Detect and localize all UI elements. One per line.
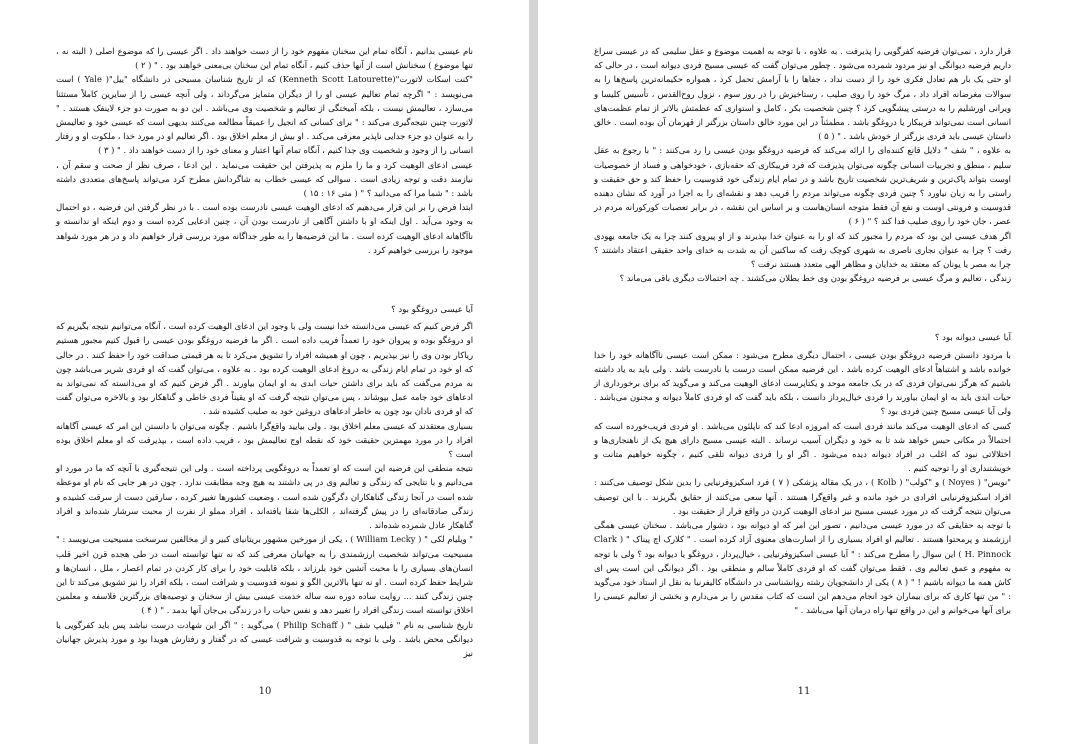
page-number: 11	[797, 686, 811, 697]
paragraph: نتیجه منطقی این فرضیه این است که او تعمداً به دروغگویی پرداخته است . ولی این نتیجه‌گیری با آنچه که ما در مورد او می‌دانیم و با نتایجی که زندگی و تعالیم وی در پی داشتند به هیچ وجه مطابقت ندارد . چون در هر جایی که نام او موعظه شده است در آنجا زندگی گناهکاران دگرگون شده است ، وضعیت کشورها تغییر کرده ، سارقین دست از سرقت کشیده و زندگی صادقانه‌ای را در پیش گرفته‌اند ، الکلی‌ها شفا یافته‌اند ، افراد مملو از نفرت از محبت سرشار شده‌اند و افراد گناهکار عادل شمرده شده‌اند .	[56, 463, 473, 531]
paragraph: عیسی ادعای الوهیت کرد و ما را ملزم به پذیرفتن این حقیقت می‌نماید . این ادعا ، صرف نظر از صحت و سقم آن ، نیازمند دقت و توجه زیادی است . سوالی که عیسی خطاب به شاگردانش مطرح کرد می‌تواند پاسخ‌های متعددی داشته باشد : " شما مرا که می‌دانید ؟ " ( متی ۱۶ : ۱۵ )	[56, 159, 473, 199]
paragraph: قرار دارد ، نمی‌توان فرضیه کفرگویی را پذیرفت . به علاوه ، با توجه به اهمیت موضوع و عقل سلیمی که در عیسی سراغ داریم فرضیه دیوانگی او نیز مردود شمرده می‌شود . چطور می‌توان گفت که عیسی مسیح فردی دیوانه است ، در حالی که او حتی یک بار هم تعادل فکری خود را از دست نداد ، جفاها را با آرامش تحمل کرد ، همواره حکیمانه‌ترین پاسخ‌ها را به سوالات مغرضانه افراد داد ، مرگ خود را روی صلیب ، رستاخیزش را در روز سوم ، نزول روح‌القدس ، تأسیس کلیسا و ویرانی اورشلیم را به درستی پیشگویی کرد ؟ چنین شخصیت بکر ، کامل و استواری که عظمتش بالاتر از تمام عظمت‌های انسانی است نمی‌تواند فریبکار یا دروغگو باشد . مطمئناً در این مورد خالق داستان بزرگتر از قهرمان آن بوده است . خالق داستان عیسی باید فردی بزرگتر از خودش باشد . " ( ۵ )	[594, 46, 1011, 142]
paragraph: "کنت اسکات لاتورت"(Kenneth Scott Latourette) که از تاریخ شناسان مسیحی در دانشگاه "ییل"( Yale ) است می‌نویسد : " اگرچه تمام تعالیم عیسی او را از دیگران متمایز می‌گرداند ، ولی آنچه عیسی را از سایرین کاملاً مستثنا می‌سازد ، تعالیمش نیست ، بلکه آمیختگی از تعالیم و شخصیت وی می‌باشد . این دو به صورت دو جزء لاینفک هستند . " لاتورت چنین نتیجه‌گیری می‌کند : " برای کسانی که انجیل را عمیقاً مطالعه می‌کنند بدیهی است که عیسی خود و تعالیمش را به عنوان دو جزء جدایی ناپذیر معرفی می‌کند . او بیش از معلم اخلاق بود . اگر تعالیم او در مورد خدا ، ملکوت او و رفتار انسانی را از وجود و شخصیت وی جدا کنیم ، آنگاه تمام آنها اعتبار و معنای خود را از دست خواهند داد . " ( ۳ )	[56, 74, 474, 156]
paragraph: تاریخ شناسی به نام " فیلیپ شف " ( Philip Schaff ) می‌گوید : " اگر این شهادت درست نباشد پس باید کفرگویی یا دیوانگی محض باشد . ولی با توجه به قدوسیت و شرافت عیسی که در گفتار و رفتارش هویدا بود و مورد پذیرش جهانیان نیز	[56, 619, 473, 658]
paragraph: نام عیسی بدانیم ، آنگاه تمام این سخنان مفهوم خود را از دست خواهند داد . اگر عیسی را که موضوع اصلی ( البته نه ، تنها موضوع ) سخنانش است از آنها حذف کنیم ، آنگاه تمام این سخنان بی‌معنی خواهند بود . " ( ۲ )	[56, 46, 473, 71]
paragraph: زندگی ، تعالیم و مرگ عیسی بر فرضیه دروغگو بودن وی خط بطلان می‌کشند . چه احتمالات دیگری باقی می‌ماند ؟	[619, 273, 1011, 284]
paragraph: ابتدا فرض را بر این قرار می‌دهیم که ادعای الوهیت عیسی نادرست بوده است . با در نظر گرفتن این فرضیه ، دو احتمال به وجود می‌آید . اول اینکه او با داشتن آگاهی از نادرست بودن آن ، چنین ادعایی کرده است و دوم اینکه او ندانسته و ناآگاهانه ادعای الوهیت کرده است . ما این فرضیه‌ها را به طور جداگانه مورد بررسی قرار خواهیم داد و در هر مورد شواهد موجود را بررسی خواهیم کرد .	[56, 202, 473, 255]
paragraph: با توجه به حقایقی که در مورد عیسی می‌دانیم ، تصور این امر که او دیوانه بود ، دشوار می‌باشد . سخنان عیسی همگی ارزشمند و پرمحتوا هستند . تعالیم او افراد بسیاری را از اسارت‌های معنوی آزاد کرده است . " کلارک اچ پیناک " ( Clark H. Pinnock ) این سوال را مطرح می‌کند : " آیا عیسی اسکیزوفرنیایی ، خیال‌پرداز ، دروغگو یا دیوانه بود ؟ ولی با توجه به مفهوم و عمق تعالیم وی ، فقط می‌توان گفت که او فردی کاملاً سالم و منطقی بود . اگر دیوانگی این است پس ای کاش همه ما دیوانه باشیم ! " ( ۸ ) یکی از دانشجویان رشته روانشناسی در دانشگاه کالیفرنیا به نقل از استاد خود می‌گوید : " من تنها کاری که برای بیماران خود انجام می‌دهم این است که کتاب مقدس را بر می‌دارم و بخشی از تعالیم عیسی را برای آنها می‌خوانم و این در واقع تنها راه درمان آنها می‌باشد . "	[594, 520, 1011, 616]
paragraph: اگر هدف عیسی این بود که مردم را مجبور کند که او را به عنوان خدا بپذیرند و از او پیروی کنند چرا به یک جامعه یهودی رفت ؟ چرا به عنوان نجاری ناصری به شهری کوچک رفت که ساکنین آن به شدت به خدای واحد حقیقی اعتقاد داشتند ؟ چرا به مصر یا یونان که معتقد به خدایان و مظاهر الهی متعدد هستند نرفت ؟	[594, 230, 1011, 270]
paragraph: بسیاری معتقدند که عیسی معلم اخلاق بود . ولی بیایید واقع‌گرا باشیم . چگونه می‌توان با دانستن این امر که عیسی آگاهانه افراد را در مورد مهمترین حقیقت خود که نقطه اوج تعالیمش بود ، فریب داده است ، بپذیرفت که او معلم اخلاق بوده است ؟	[56, 420, 473, 460]
page-number: 10	[258, 686, 272, 697]
section-heading: آیا عیسی دیوانه بود ؟	[934, 333, 1011, 344]
right-page	[538, 0, 1067, 744]
paragraph: به علاوه ، " شف " دلایل قانع کننده‌ای را ارائه می‌کند که فرضیه دروغگو بودن عیسی را رد می‌کنند : " با رجوع به عقل سلیم ، منطق و تجربیات انسانی چگونه می‌توان پذیرفت که فرد فریبکاری که حقه‌بازی ، خودخواهی و فساد از خصوصیات اوست بتواند پاک‌ترین و شریف‌ترین شخصیت تاریخ باشد و در تمام ایام زندگی خود قدوسیت را حفظ کند و حق حقیقت و راستی را به زبان نیاورد ؟ چنین فردی چگونه می‌تواند مردم را فریب دهد و نقشه‌ای را به اجرا در آورد که نشان دهنده قدوسیت و فرونتی اوست و نفع آن فقط متوجه انسان‌هاست و بر اساس این نقشه ، در برابر تعصبات کورکورانه مردم در عصر ، جان خود را روی صلیب فدا کند ؟ " ( ۶ )	[594, 145, 1011, 227]
left-page-text	[56, 44, 473, 660]
right-page-text	[594, 44, 1011, 618]
paragraph: "نویس" ( Noyes ) و "کولب" ( Kolb ) ، در یک مقاله پزشکی ( ۷ ) فرد اسکیزوفرنیایی را بدین شکل توصیف می‌کنند : افراد اسکیزوفرنیایی افرادی در خود مانده و غیر واقع‌گرا هستند . آنها سعی می‌کنند از حقایق بگریزند . با این توصیف می‌توان نتیجه گرفت که در مورد عیسی مسیح نیز ادعای الوهیت کردن در واقع فرار از حقیقت بود .	[594, 477, 1011, 516]
paragraph: " ویلیام لکی " ( William Lecky ) ، یکی از مورخین مشهور بریتانیای کبیر و از مخالفین سرسخت مسیحیت می‌نویسد : " مسیحیت می‌تواند شخصیت ارزشمندی را به جهانیان معرفی کند که نه تنها توانسته است در طی هجده قرن اخیر قلب انسان‌های بسیاری را با محبت آتشین خود بلرزاند ، بلکه قابلیت خود را برای کار کردن در تمام اعصار ، ملل ، انسان‌ها و شرایط حفظ کرده است . او نه تنها بالاترین الگو و نمونه قدوسیت و شرافت است ، بلکه افراد را نیز تشویق می‌کند تا این چنین زندگی کنند ... روایت ساده دوره سه ساله خدمت عیسی بیش از سخنان و توصیه‌های بزرگترین فلاسفه و معلمین اخلاق توانسته است زندگی افراد را تغییر دهد و نفس حیات را در زندگی بی‌جان آنها بدمد . " ( ۴ )	[56, 534, 473, 616]
paragraph: اگر فرض کنیم که عیسی می‌دانسته خدا نیست ولی با وجود این ادعای الوهیت کرده است ، آنگاه می‌توانیم نتیجه بگیریم که او دروغگو بوده و پیروان خود را تعمداً فریب داده است . اگر ما فرضیه دروغگو بودن عیسی را قبول کنیم مجبور هستیم ریاکار بودن وی را نیز بپذیریم ، چون او همیشه افراد را تشویق می‌کرد تا به هر قیمتی صداقت خود را حفظ کنند . در حالی که او خود در تمام ایام زندگی به دروغ ادعای الوهیت کرده بود . به علاوه ، می‌توان گفت که او فردی شریر می‌باشد چون به مردم می‌گفت که باید برای داشتن حیات ابدی به او ایمان بیاورند . اگر فرض کنیم که او می‌دانسته که نمی‌تواند به ادعاهای خود جامه عمل بپوشاند ، پس می‌توان نتیجه گرفت که او یقیناً فردی خاطی و گناهکار بود و بالاخره می‌توان گفت که او فردی نادان بود چون به خاطر ادعاهای دروغین خود به صلیب کشیده شد .	[56, 321, 473, 417]
left-page	[0, 0, 529, 744]
paragraph: کسی که ادعای الوهیت می‌کند مانند فردی است که امروزه ادعا کند که ناپلئون می‌باشد . او فردی فریب‌خورده است که احتمالاً در مکانی حبس خواهد شد تا به خود و دیگران آسیب نرساند . البته عیسی مسیح دارای هیچ یک از ناهنجاری‌ها و اختلالاتی نبود که اغلب در افراد دیوانه دیده می‌شود . اگر او را فردی دیوانه تلقی کنیم ، چگونه خواهیم متانت و خویشتنداری او را توجیه کنیم .	[594, 420, 1011, 474]
section-spacer	[56, 257, 473, 303]
paragraph: با مردود دانستن فرضیه دروغگو بودن عیسی ، احتمال دیگری مطرح می‌شود : ممکن است عیسی ناآگاهانه خود را خدا خوانده باشد و اشتباهاً ادعای الوهیت کرده باشد . این فرضیه ممکن است درست یا نادرست باشد . ولی باید به یاد داشته باشیم که هرگز نمی‌توان فردی که در یک جامعه موحد و یکتاپرست ادعای الوهیت می‌کند و می‌گوید که برای برخورداری از حیات ابدی باید به او ایمان بیاورند را فردی خیال‌پرداز دانست ، بلکه باید گفت که او فردی کاملاً دیوانه و مجنون می‌باشد . ولی آیا عیسی مسیح چنین فردی بود ؟	[594, 349, 1011, 417]
section-heading: آیا عیسی دروغگو بود ؟	[391, 305, 473, 316]
section-spacer	[594, 285, 1011, 331]
